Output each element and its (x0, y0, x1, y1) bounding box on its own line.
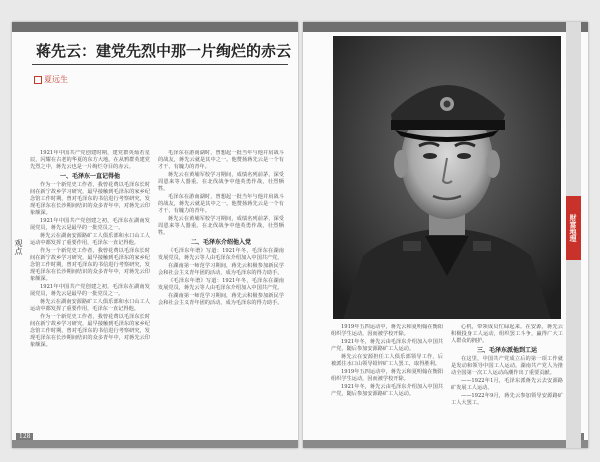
paragraph: ——1922年1月，毛泽东派蒋先云去安源路矿发展工人运动。 (451, 378, 563, 391)
article-title: 蒋先云：建党先烈中那一片绚烂的赤云 (36, 42, 292, 60)
paragraph: 1921年中国共产党创建之初，毛泽东在湖南发展党员，蒋先云是最早的一批党员之一。 (30, 284, 150, 297)
section-tab-wealth-geography: 财富地理 (566, 196, 581, 260)
right-header-bar (303, 22, 588, 32)
author-marker-icon (34, 76, 42, 84)
paragraph: 作为一个新党史工作者，我曾花费以毛泽东长时间在新宁故乡学习研究，最早接触到毛泽东的家乡纪念馆工作时期，曾对毛泽东的书信进行考察研究，发现毛泽东在长沙期间结识的众多青年中，对蒋先云印象颇深。 (30, 248, 150, 282)
portrait-illustration (333, 36, 561, 319)
paragraph: 在这里，中国共产党成立后的第一项工作就是发动和领导中国工人运动。湖南共产党人为推动全国第一次工人运动高潮作出了重要贡献。 (451, 356, 563, 376)
author-byline (34, 74, 68, 85)
paragraph: 毛泽东在游南湖时，曾想起一批当年与他并肩战斗的战友，蒋先云就是其中之一。他赞扬蒋先云是一个有才干、有魄力的青年。 (158, 150, 284, 170)
left-header-bar (12, 22, 298, 32)
section-heading-1: 一、毛泽东一直记得他 (59, 173, 120, 180)
right-column-2 (451, 324, 563, 436)
paragraph: ——1922年9月，蒋先云参加领导安源路矿工人大罢工。 (451, 393, 563, 406)
paragraph: 《毛泽东年谱》写道：1921年冬，毛泽东在湖南发展党员，蒋先云等人由毛泽东介绍加入中国共产党。 (158, 248, 284, 261)
left-column-1 (30, 150, 150, 436)
left-column-2 (158, 150, 284, 436)
paragraph: 蒋先云在黄埔军校学习期间，成绩名列前茅，深受周恩来等人器重。在北伐战争中他英勇作战，壮烈牺牲。 (158, 216, 284, 236)
paragraph: 蒋先云在黄埔军校学习期间，成绩名列前茅，深受周恩来等人器重。在北伐战争中他英勇作战，壮烈牺牲。 (158, 172, 284, 192)
section-heading-2: 二、毛泽东介绍他入党 (190, 239, 251, 246)
title-divider (32, 64, 288, 65)
section-heading-3: 三、毛泽东派他到工运 (476, 347, 537, 354)
paragraph: 作为一个新党史工作者，我曾花费以毛泽东长时间在新宁故乡学习研究，最早接触到毛泽东的家乡纪念馆工作时期，曾对毛泽东的书信进行考察研究，发现毛泽东在长沙期间结识的众多青年中，对蒋先云印象颇深。 (30, 314, 150, 348)
left-footer-bar (12, 440, 298, 448)
paragraph: 蒋先云在湖南安源路矿工人俱乐部和水口山工人运动中都发挥了重要作用，毛泽东一直记得他。 (30, 233, 150, 246)
paragraph: 毛泽东在游南湖时，曾想起一批当年与他并肩战斗的战友，蒋先云就是其中之一。他赞扬蒋先云是一个有才干、有魄力的青年。 (158, 194, 284, 214)
section-label-tab: 观点 (12, 212, 24, 282)
paragraph: 1919年五四运动中，蒋先云和夏明翰在衡阳组织学生运动，因而被学校开除。 (331, 369, 443, 382)
paragraph: 1921年冬，蒋先云由毛泽东介绍加入中国共产党，随后参加安源路矿工人运动。 (331, 339, 443, 352)
right-column-1 (331, 324, 443, 436)
paragraph: 蒋先云在安源担任工人俱乐部领导工作，后被派往水口山领导铅锌矿工人罢工，取得胜利。 (331, 354, 443, 367)
intro-paragraph: 1921年中国共产党创建时期，建党群英灿若星辰，闪耀在古老的华夏的东方大地。在从鸦群英建党先烈之中，蒋先云也是一片绚烂夺目的赤云。 (30, 150, 150, 170)
paragraph: 在湖南第一师范学习期间，蒋先云积极参加新民学会和社会主义青年团的活动，成为毛泽东的得力助手。 (158, 263, 284, 276)
author-name: 夏远生 (44, 75, 68, 84)
portrait-photo (333, 36, 561, 319)
paragraph: 1921年中国共产党创建之初，毛泽东在湖南发展党员，蒋先云是最早的一批党员之一。 (30, 218, 150, 231)
paragraph: 1919年五四运动中，蒋先云和夏明翰在衡阳组织学生运动，因而被学校开除。 (331, 324, 443, 337)
paragraph: 作为一个新党史工作者，我曾花费以毛泽东长时间在新宁故乡学习研究，最早接触到毛泽东的家乡纪念馆工作时期，曾对毛泽东的书信进行考察研究，发现毛泽东在长沙期间结识的众多青年中，对蒋先云印象颇深。 (30, 182, 150, 216)
left-page-number: 128 (16, 433, 33, 440)
paragraph: 蒋先云在湖南安源路矿工人俱乐部和水口山工人运动中都发挥了重要作用，毛泽东一直记得他。 (30, 299, 150, 312)
paragraph: 心机，带领成员忙碌起来。在安源，蒋先云积极投身工人运动，组织罢工斗争，赢得广大工人群众的拥护。 (451, 324, 563, 344)
paragraph: 在湖南第一师范学习期间，蒋先云积极参加新民学会和社会主义青年团的活动，成为毛泽东的得力助手。 (158, 293, 284, 306)
paragraph: 1921年冬，蒋先云由毛泽东介绍加入中国共产党，随后参加安源路矿工人运动。 (331, 384, 443, 397)
left-page (12, 22, 298, 448)
right-page (303, 22, 588, 448)
right-footer-bar (303, 440, 588, 448)
paragraph: 《毛泽东年谱》写道：1921年冬，毛泽东在湖南发展党员，蒋先云等人由毛泽东介绍加入中国共产党。 (158, 278, 284, 291)
